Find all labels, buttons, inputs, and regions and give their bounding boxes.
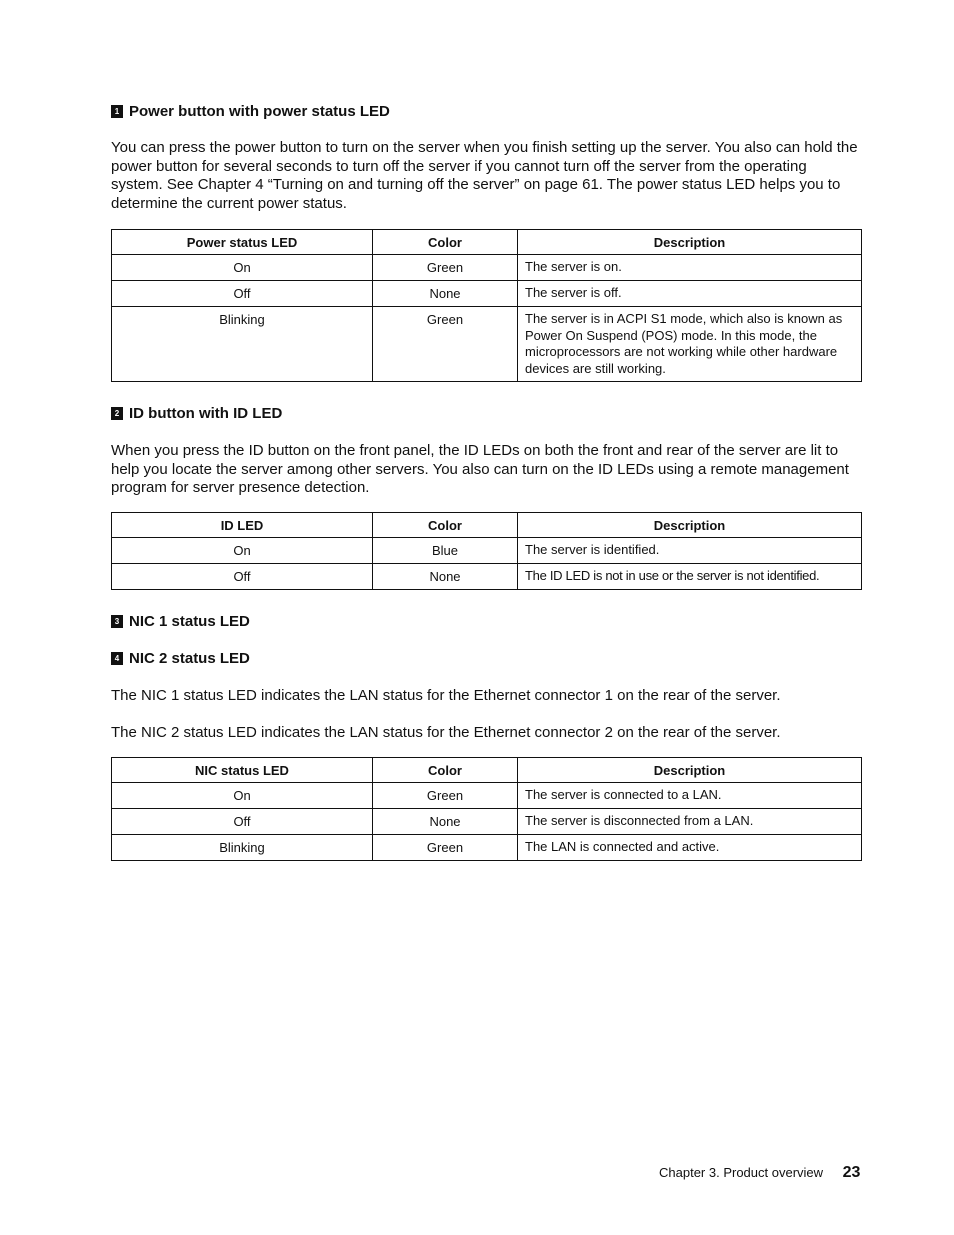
column-header: ID LED	[112, 513, 373, 538]
section-title: Power button with power status LED	[129, 103, 390, 120]
table-header-row	[112, 513, 862, 538]
table-cell: The server is off.	[518, 281, 862, 307]
section-title: NIC 1 status LED	[129, 613, 250, 630]
nic-status-led-table	[111, 757, 862, 861]
page-number: 23	[842, 1164, 861, 1181]
table-cell: On	[112, 255, 373, 281]
section-title: ID button with ID LED	[129, 405, 283, 422]
table-cell: None	[373, 564, 518, 590]
table-cell: On	[112, 783, 373, 809]
section-heading-id-button	[111, 405, 282, 422]
column-header: Description	[518, 230, 862, 255]
table-cell: Green	[373, 255, 518, 281]
table-row	[112, 281, 862, 307]
body-paragraph: The NIC 1 status LED indicates the LAN status for the Ethernet connector 1 on the rear of the server.	[111, 687, 781, 704]
column-header: Power status LED	[112, 230, 373, 255]
table-cell: Green	[373, 783, 518, 809]
callout-number-badge: 3	[111, 615, 123, 628]
column-header: Description	[518, 513, 862, 538]
footer-chapter-title: Chapter 3. Product overview	[659, 1165, 824, 1180]
table-row	[112, 307, 862, 382]
body-paragraph: You can press the power button to turn on the server when you finish setting up the server. You also can hold the power button for several seconds to turn off the server if you cannot turn off the server from the operating system. See Chapter 4 “Turning on and turning off the server” on page 61. The power status LED helps you to determine the current power status.	[111, 139, 858, 213]
table-row	[112, 564, 862, 590]
table-cell: Off	[112, 564, 373, 590]
table-row	[112, 538, 862, 564]
callout-number-badge: 1	[111, 105, 123, 118]
table-cell: Blinking	[112, 835, 373, 861]
column-header: Description	[518, 758, 862, 783]
table-cell: Blinking	[112, 307, 373, 382]
table-cell: The server is identified.	[518, 538, 862, 564]
table-cell: The LAN is connected and active.	[518, 835, 862, 861]
id-led-table	[111, 512, 862, 590]
table-cell: The ID LED is not in use or the server is not identified.	[518, 564, 862, 590]
table-cell: Green	[373, 835, 518, 861]
section-heading-nic1	[111, 613, 250, 630]
power-status-led-table	[111, 229, 862, 382]
callout-number-badge: 4	[111, 652, 123, 665]
table-row	[112, 835, 862, 861]
table-cell: The server is connected to a LAN.	[518, 783, 862, 809]
callout-number-badge: 2	[111, 407, 123, 420]
table-row	[112, 255, 862, 281]
table-cell: Green	[373, 307, 518, 382]
column-header: Color	[373, 513, 518, 538]
table-row	[112, 783, 862, 809]
column-header: NIC status LED	[112, 758, 373, 783]
table-cell: Off	[112, 281, 373, 307]
table-cell: On	[112, 538, 373, 564]
table-cell: Off	[112, 809, 373, 835]
table-cell: The server is disconnected from a LAN.	[518, 809, 862, 835]
column-header: Color	[373, 758, 518, 783]
section-title: NIC 2 status LED	[129, 650, 250, 667]
section-heading-power-button	[111, 103, 390, 120]
section-heading-nic2	[111, 650, 250, 667]
table-cell: The server is on.	[518, 255, 862, 281]
body-paragraph: The NIC 2 status LED indicates the LAN status for the Ethernet connector 2 on the rear of the server.	[111, 724, 781, 741]
page-footer	[659, 1164, 860, 1182]
column-header: Color	[373, 230, 518, 255]
body-paragraph: When you press the ID button on the front panel, the ID LEDs on both the front and rear of the server are lit to help you locate the server among other servers. You also can turn on the ID LEDs using a remote management program for server presence detection.	[111, 442, 849, 497]
table-cell: None	[373, 281, 518, 307]
table-cell: Blue	[373, 538, 518, 564]
table-header-row	[112, 230, 862, 255]
table-cell: The server is in ACPI S1 mode, which also is known as Power On Suspend (POS) mode. In this mode, the microprocessors are not working while other hardware devices are still working.	[518, 307, 862, 382]
table-row	[112, 809, 862, 835]
table-header-row	[112, 758, 862, 783]
table-cell: None	[373, 809, 518, 835]
